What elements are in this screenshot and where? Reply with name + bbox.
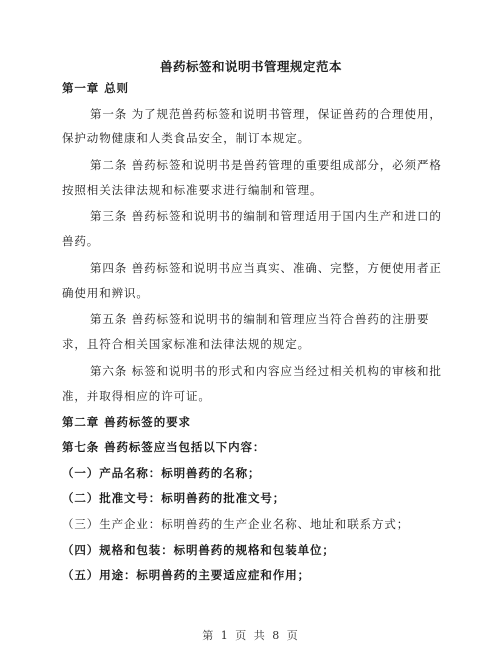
list-item: （五）用途：标明兽药的主要适应症和作用； xyxy=(62,568,310,582)
paragraph-line: 第三条 兽药标签和说明书的编制和管理适用于国内生产和进口的 xyxy=(90,209,442,223)
paragraph-line: 第一条 为了规范兽药标签和说明书管理，保证兽药的合理使用， xyxy=(90,107,442,121)
chapter-heading: 第一章 总则 xyxy=(62,81,129,95)
chapter-heading: 第二章 兽药标签的要求 xyxy=(62,415,191,429)
paragraph-line: 求，且符合相关国家标准和法律法规的规定。 xyxy=(62,337,310,351)
list-item: （三）生产企业：标明兽药的生产企业名称、地址和联系方式； xyxy=(62,517,410,531)
page-number-footer: 第 1 页 共 8 页 xyxy=(202,629,300,642)
paragraph-line: 第五条 兽药标签和说明书的编制和管理应当符合兽药的注册要 xyxy=(90,312,430,326)
list-item: （一）产品名称：标明兽药的名称； xyxy=(62,466,261,480)
document-title: 兽药标签和说明书管理规定范本 xyxy=(159,59,342,74)
list-item: （二）批准文号：标明兽药的批准文号； xyxy=(62,491,286,505)
paragraph-line: 第六条 标签和说明书的形式和内容应当经过相关机构的审核和批 xyxy=(90,364,442,378)
paragraph-line: 保护动物健康和人类食品安全，制订本规定。 xyxy=(62,131,310,145)
paragraph-line: 第二条 兽药标签和说明书是兽药管理的重要组成部分，必须严格 xyxy=(90,158,442,172)
list-item: （四）规格和包装：标明兽药的规格和包装单位； xyxy=(62,543,335,557)
paragraph-line: 按照相关法律法规和标准要求进行编制和管理。 xyxy=(62,183,323,197)
paragraph-line: 确使用和辨识。 xyxy=(62,286,149,300)
article-heading: 第七条 兽药标签应当包括以下内容： xyxy=(62,440,266,454)
paragraph-line: 兽药。 xyxy=(62,234,100,248)
paragraph-line: 准，并取得相应的许可证。 xyxy=(62,389,211,403)
paragraph-line: 第四条 兽药标签和说明书应当真实、准确、完整，方便使用者正 xyxy=(90,261,442,275)
